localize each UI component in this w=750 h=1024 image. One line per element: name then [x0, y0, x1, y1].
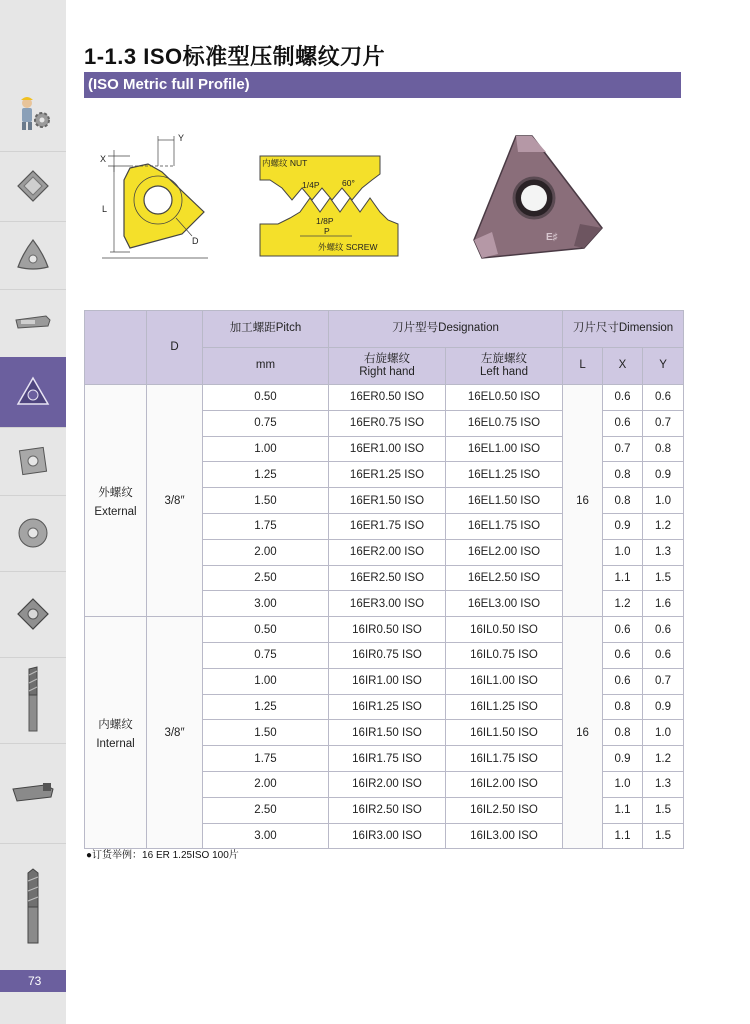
threading-insert-icon — [13, 374, 53, 410]
group-d: 3/8″ — [147, 617, 203, 849]
drill-icon — [21, 867, 45, 947]
sidebar-item-milling-insert[interactable] — [0, 571, 66, 658]
pitch-cell: 1.00 — [203, 436, 329, 462]
spec-table-body — [85, 385, 684, 849]
left-hand-cell: 16IL0.50 ISO — [446, 617, 563, 643]
right-hand-cell: 16ER2.50 ISO — [329, 565, 446, 591]
group-l: 16 — [563, 617, 603, 849]
left-hand-cell: 16EL1.00 ISO — [446, 436, 563, 462]
header-right-hand-cn: 右旋螺纹 — [364, 352, 410, 365]
right-hand-cell: 16ER1.50 ISO — [329, 488, 446, 514]
pitch-cell: 1.75 — [203, 513, 329, 539]
end-mill-icon — [23, 665, 43, 735]
y-cell: 1.5 — [643, 797, 684, 823]
header-right-hand-en: Right hand — [359, 366, 415, 378]
order-example: ●订货举例：16 ER 1.25ISO 100片 — [86, 850, 239, 861]
y-cell: 1.0 — [643, 720, 684, 746]
y-cell: 0.6 — [643, 642, 684, 668]
y-cell: 1.5 — [643, 565, 684, 591]
y-cell: 1.2 — [643, 746, 684, 772]
spec-table — [84, 310, 684, 849]
table-row — [85, 617, 684, 643]
left-hand-cell: 16IL0.75 ISO — [446, 642, 563, 668]
label-y: Y — [178, 133, 185, 143]
right-hand-cell: 16ER0.50 ISO — [329, 385, 446, 411]
left-hand-cell: 16IL2.00 ISO — [446, 771, 563, 797]
pitch-cell: 2.00 — [203, 771, 329, 797]
label-d: D — [192, 236, 199, 246]
group-label-cn: 内螺纹 — [98, 718, 133, 731]
right-hand-cell: 16ER1.75 ISO — [329, 513, 446, 539]
pitch-cell: 1.75 — [203, 746, 329, 772]
header-left-hand — [446, 348, 563, 385]
pitch-cell: 0.75 — [203, 642, 329, 668]
x-cell: 0.8 — [603, 488, 643, 514]
pitch-cell: 1.50 — [203, 488, 329, 514]
x-cell: 0.8 — [603, 720, 643, 746]
sidebar-item-square-hole-insert[interactable] — [0, 427, 66, 496]
left-hand-cell: 16EL0.50 ISO — [446, 385, 563, 411]
right-hand-cell: 16ER3.00 ISO — [329, 591, 446, 617]
label-quarter-pitch: 1/4P — [302, 180, 320, 190]
right-hand-cell: 16IR1.50 ISO — [329, 720, 446, 746]
label-screw: 外螺纹 SCREW — [318, 242, 378, 252]
left-hand-cell: 16EL1.75 ISO — [446, 513, 563, 539]
square-insert-icon — [15, 168, 51, 204]
label-eighth-pitch: 1/8P — [316, 216, 334, 226]
left-hand-cell: 16IL1.00 ISO — [446, 668, 563, 694]
group-label-cn: 外螺纹 — [98, 486, 133, 499]
x-cell: 1.1 — [603, 823, 643, 849]
x-cell: 1.0 — [603, 771, 643, 797]
header-d: D — [147, 311, 203, 385]
x-cell: 0.6 — [603, 617, 643, 643]
left-hand-cell: 16IL1.25 ISO — [446, 694, 563, 720]
left-hand-cell: 16EL2.50 ISO — [446, 565, 563, 591]
right-hand-cell: 16IR1.00 ISO — [329, 668, 446, 694]
pitch-cell: 2.50 — [203, 797, 329, 823]
x-cell: 1.1 — [603, 797, 643, 823]
left-hand-cell: 16IL2.50 ISO — [446, 797, 563, 823]
header-x: X — [603, 348, 643, 385]
x-cell: 1.2 — [603, 591, 643, 617]
y-cell: 0.7 — [643, 410, 684, 436]
pitch-cell: 3.00 — [203, 591, 329, 617]
right-hand-cell: 16IR2.50 ISO — [329, 797, 446, 823]
y-cell: 1.2 — [643, 513, 684, 539]
x-cell: 0.8 — [603, 462, 643, 488]
sidebar — [0, 0, 66, 1024]
round-insert-icon — [15, 515, 51, 551]
x-cell: 0.9 — [603, 746, 643, 772]
header-y: Y — [643, 348, 684, 385]
pitch-cell: 0.50 — [203, 617, 329, 643]
x-cell: 0.7 — [603, 436, 643, 462]
right-hand-cell: 16ER0.75 ISO — [329, 410, 446, 436]
square-hole-insert-icon — [15, 443, 51, 479]
page-subtitle: (ISO Metric full Profile) — [84, 72, 681, 98]
y-cell: 0.6 — [643, 385, 684, 411]
right-hand-cell: 16IR3.00 ISO — [329, 823, 446, 849]
group-d: 3/8″ — [147, 385, 203, 617]
x-cell: 1.1 — [603, 565, 643, 591]
x-cell: 0.6 — [603, 642, 643, 668]
label-pitch: P — [324, 226, 330, 236]
label-angle: 60° — [342, 178, 355, 188]
sidebar-item-trigon-insert[interactable] — [0, 221, 66, 290]
pitch-cell: 0.75 — [203, 410, 329, 436]
y-cell: 0.7 — [643, 668, 684, 694]
worker-gear-icon — [13, 93, 53, 133]
sidebar-item-end-mill[interactable] — [0, 657, 66, 744]
left-hand-cell: 16EL1.25 ISO — [446, 462, 563, 488]
pitch-cell: 1.00 — [203, 668, 329, 694]
right-hand-cell: 16IR0.50 ISO — [329, 617, 446, 643]
group-label — [85, 385, 147, 617]
thread-profile-diagram — [256, 154, 406, 264]
group-label-en: Internal — [96, 737, 135, 750]
right-hand-cell: 16ER1.00 ISO — [329, 436, 446, 462]
left-hand-cell: 16EL3.00 ISO — [446, 591, 563, 617]
milling-insert-icon — [15, 596, 51, 632]
header-blank — [85, 311, 147, 385]
left-hand-cell: 16IL3.00 ISO — [446, 823, 563, 849]
header-dimension: 刀片尺寸Dimension — [563, 311, 684, 348]
pitch-cell: 1.25 — [203, 462, 329, 488]
pitch-cell: 0.50 — [203, 385, 329, 411]
x-cell: 1.0 — [603, 539, 643, 565]
header-designation: 刀片型号Designation — [329, 311, 563, 348]
right-hand-cell: 16IR2.00 ISO — [329, 771, 446, 797]
right-hand-cell: 16IR1.25 ISO — [329, 694, 446, 720]
x-cell: 0.6 — [603, 668, 643, 694]
x-cell: 0.6 — [603, 410, 643, 436]
figure-area — [84, 98, 681, 306]
label-x: X — [100, 154, 107, 164]
sidebar-item-parting-blade[interactable] — [0, 289, 66, 358]
left-hand-cell: 16EL2.00 ISO — [446, 539, 563, 565]
header-pitch: 加工螺距Pitch — [203, 311, 329, 348]
y-cell: 1.0 — [643, 488, 684, 514]
pitch-cell: 1.50 — [203, 720, 329, 746]
sidebar-item-round-insert[interactable] — [0, 495, 66, 572]
right-hand-cell: 16IR0.75 ISO — [329, 642, 446, 668]
y-cell: 1.6 — [643, 591, 684, 617]
pitch-cell: 2.00 — [203, 539, 329, 565]
group-label — [85, 617, 147, 849]
y-cell: 0.9 — [643, 462, 684, 488]
group-l: 16 — [563, 385, 603, 617]
y-cell: 1.3 — [643, 771, 684, 797]
y-cell: 0.8 — [643, 436, 684, 462]
header-right-hand — [329, 348, 446, 385]
trigon-insert-icon — [15, 237, 51, 273]
left-hand-cell: 16IL1.75 ISO — [446, 746, 563, 772]
sidebar-item-drill[interactable] — [0, 843, 66, 970]
pitch-cell: 2.50 — [203, 565, 329, 591]
label-nut: 内螺纹 NUT — [262, 158, 308, 168]
table-row — [85, 385, 684, 411]
group-label-en: External — [94, 505, 137, 518]
x-cell: 0.6 — [603, 385, 643, 411]
y-cell: 1.3 — [643, 539, 684, 565]
y-cell: 1.5 — [643, 823, 684, 849]
insert-marking: E♯ — [546, 232, 558, 243]
sidebar-item-toolholder[interactable] — [0, 743, 66, 844]
sidebar-item-worker[interactable] — [0, 75, 66, 152]
insert-dimension-diagram — [96, 126, 246, 296]
pitch-cell: 1.25 — [203, 694, 329, 720]
left-hand-cell: 16EL0.75 ISO — [446, 410, 563, 436]
y-cell: 0.6 — [643, 617, 684, 643]
right-hand-cell: 16ER1.25 ISO — [329, 462, 446, 488]
header-l: L — [563, 348, 603, 385]
page-title: 1-1.3 ISO标准型压制螺纹刀片 — [84, 44, 386, 69]
toolholder-icon — [11, 779, 55, 807]
right-hand-cell: 16ER2.00 ISO — [329, 539, 446, 565]
insert-photo — [462, 128, 612, 278]
right-hand-cell: 16IR1.75 ISO — [329, 746, 446, 772]
sidebar-item-threading-insert[interactable] — [0, 357, 66, 428]
y-cell: 0.9 — [643, 694, 684, 720]
label-l: L — [102, 204, 108, 214]
pitch-cell: 3.00 — [203, 823, 329, 849]
left-hand-cell: 16EL1.50 ISO — [446, 488, 563, 514]
parting-blade-icon — [13, 308, 53, 338]
header-left-hand-cn: 左旋螺纹 — [481, 352, 527, 365]
header-left-hand-en: Left hand — [480, 366, 528, 378]
x-cell: 0.8 — [603, 694, 643, 720]
sidebar-item-square-insert[interactable] — [0, 151, 66, 222]
x-cell: 0.9 — [603, 513, 643, 539]
left-hand-cell: 16IL1.50 ISO — [446, 720, 563, 746]
header-mm: mm — [203, 348, 329, 385]
page-number: 73 — [0, 970, 66, 992]
